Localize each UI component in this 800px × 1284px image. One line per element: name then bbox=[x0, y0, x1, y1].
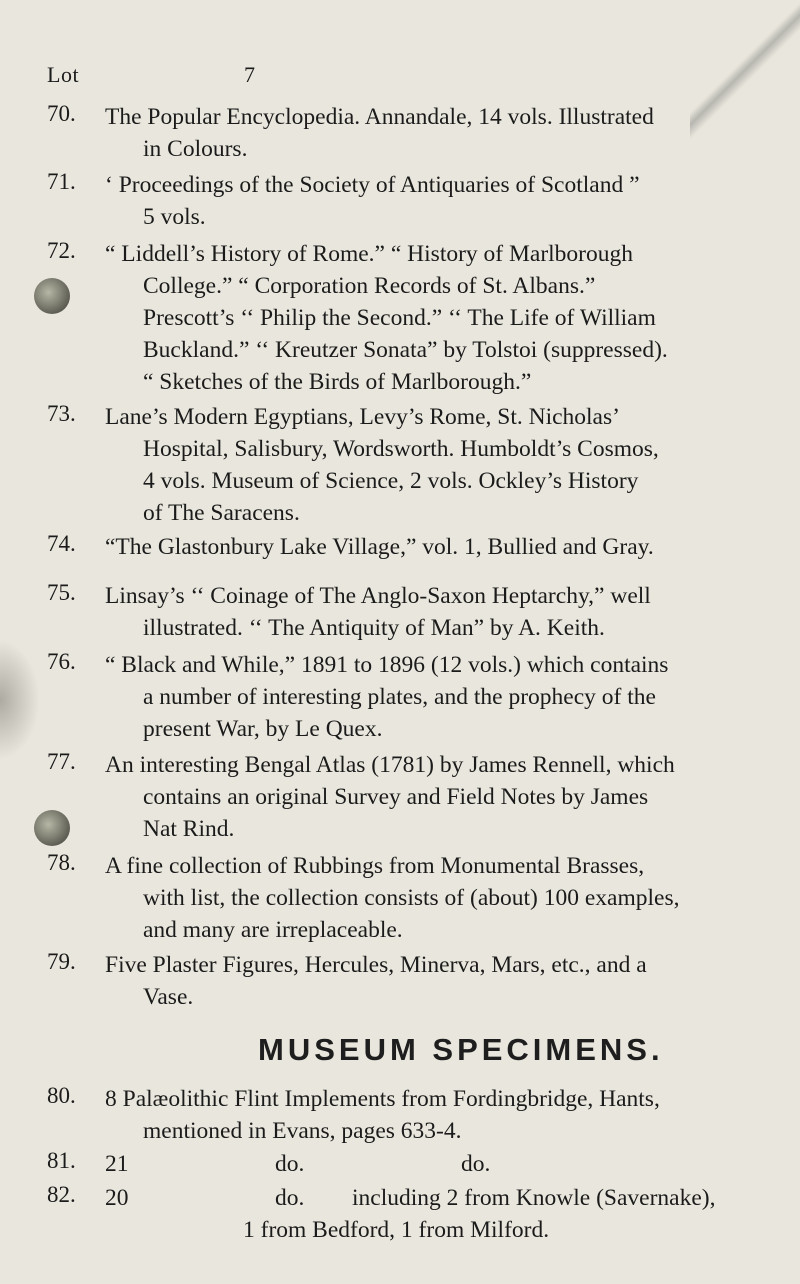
lot-description-line: Hospital, Salisbury, Wordsworth. Humboldt’s Cosmos, bbox=[143, 436, 659, 462]
lot-description-line: 4 vols. Museum of Science, 2 vols. Ockley’s History bbox=[143, 468, 639, 494]
lot-description-line: 8 Palæolithic Flint Implements from Fordingbridge, Hants, bbox=[105, 1086, 660, 1112]
binding-hole-bottom bbox=[34, 810, 70, 846]
lot-description-line: contains an original Survey and Field Notes by James bbox=[143, 784, 649, 810]
lot-number: 79. bbox=[47, 949, 76, 974]
lot-number: 81. bbox=[47, 1148, 76, 1173]
lot-number: 75. bbox=[47, 580, 76, 605]
lot-description-line: 1 from Bedford, 1 from Milford. bbox=[243, 1217, 550, 1243]
lot-description-line: Vase. bbox=[143, 984, 194, 1010]
ditto-mark: do. bbox=[275, 1185, 305, 1211]
lot-description-line: 5 vols. bbox=[143, 204, 206, 230]
description-column-mark: 7 bbox=[244, 62, 256, 87]
lot-description-line: “The Glastonbury Lake Village,” vol. 1, Bullied and Gray. bbox=[105, 534, 654, 560]
lot-description-line bbox=[105, 1148, 795, 1180]
page-smudge bbox=[0, 640, 40, 760]
lot-description-line: A fine collection of Rubbings from Monumental Brasses, bbox=[105, 853, 645, 879]
lot-number: 70. bbox=[47, 101, 76, 126]
lot-description-line: in Colours. bbox=[143, 136, 248, 162]
lot-description-line: Linsay’s ‘‘ Coinage of The Anglo-Saxon Heptarchy,” well bbox=[105, 583, 651, 609]
lot-number: 80. bbox=[47, 1083, 76, 1108]
lot-number: 76. bbox=[47, 649, 76, 674]
lot-description-line: ‘ Proceedings of the Society of Antiquaries of Scotland ” bbox=[105, 172, 640, 198]
lot-description-line: of The Saracens. bbox=[143, 500, 300, 526]
lot-description-line: a number of interesting plates, and the prophecy of the bbox=[143, 684, 656, 710]
binding-hole-top bbox=[34, 278, 70, 314]
section-title: MUSEUM SPECIMENS. bbox=[258, 1032, 664, 1067]
lot-description-line: “ Sketches of the Birds of Marlborough.” bbox=[143, 369, 532, 395]
lot-description-line: College.” “ Corporation Records of St. Albans.” bbox=[143, 273, 596, 299]
lot-column-header: Lot bbox=[47, 62, 80, 87]
lot-number: 77. bbox=[47, 749, 76, 774]
lot-number: 82. bbox=[47, 1182, 76, 1207]
lot-description-line: mentioned in Evans, pages 633-4. bbox=[143, 1118, 462, 1144]
lot-description-line: illustrated. ‘‘ The Antiquity of Man” by A. Keith. bbox=[143, 615, 605, 641]
lot-description-line: The Popular Encyclopedia. Annandale, 14 vols. Illustrated bbox=[105, 104, 654, 130]
specimen-detail: including 2 from Knowle (Savernake), bbox=[352, 1185, 716, 1211]
specimen-count: 21 bbox=[105, 1151, 129, 1177]
lot-description-line: Buckland.” ‘‘ Kreutzer Sonata” by Tolstoi (suppressed). bbox=[143, 337, 668, 363]
specimen-count: 20 bbox=[105, 1185, 129, 1211]
lot-number: 74. bbox=[47, 531, 76, 556]
lot-number: 78. bbox=[47, 850, 76, 875]
lot-description-line: present War, by Le Quex. bbox=[143, 716, 383, 742]
lot-description-line: Lane’s Modern Egyptians, Levy’s Rome, St. Nicholas’ bbox=[105, 404, 620, 430]
lot-description-line: “ Black and While,” 1891 to 1896 (12 vols.) which contains bbox=[105, 652, 669, 678]
ditto-mark: do. bbox=[461, 1151, 491, 1177]
lot-description-line: and many are irreplaceable. bbox=[143, 917, 403, 943]
ditto-mark: do. bbox=[275, 1151, 305, 1177]
lot-description-line: “ Liddell’s History of Rome.” “ History of Marlborough bbox=[105, 241, 634, 267]
lot-description-line: with list, the collection consists of (about) 100 examples, bbox=[143, 885, 680, 911]
lot-description-line: An interesting Bengal Atlas (1781) by James Rennell, which bbox=[105, 752, 675, 778]
lot-description-line bbox=[105, 1182, 795, 1214]
lot-number: 72. bbox=[47, 238, 76, 263]
lot-description-line: Prescott’s ‘‘ Philip the Second.” ‘‘ The Life of William bbox=[143, 305, 656, 331]
lot-number: 71. bbox=[47, 169, 76, 194]
lot-description-line: Five Plaster Figures, Hercules, Minerva, Mars, etc., and a bbox=[105, 952, 647, 978]
lot-description-line: Nat Rind. bbox=[143, 816, 235, 842]
lot-number: 73. bbox=[47, 401, 76, 426]
